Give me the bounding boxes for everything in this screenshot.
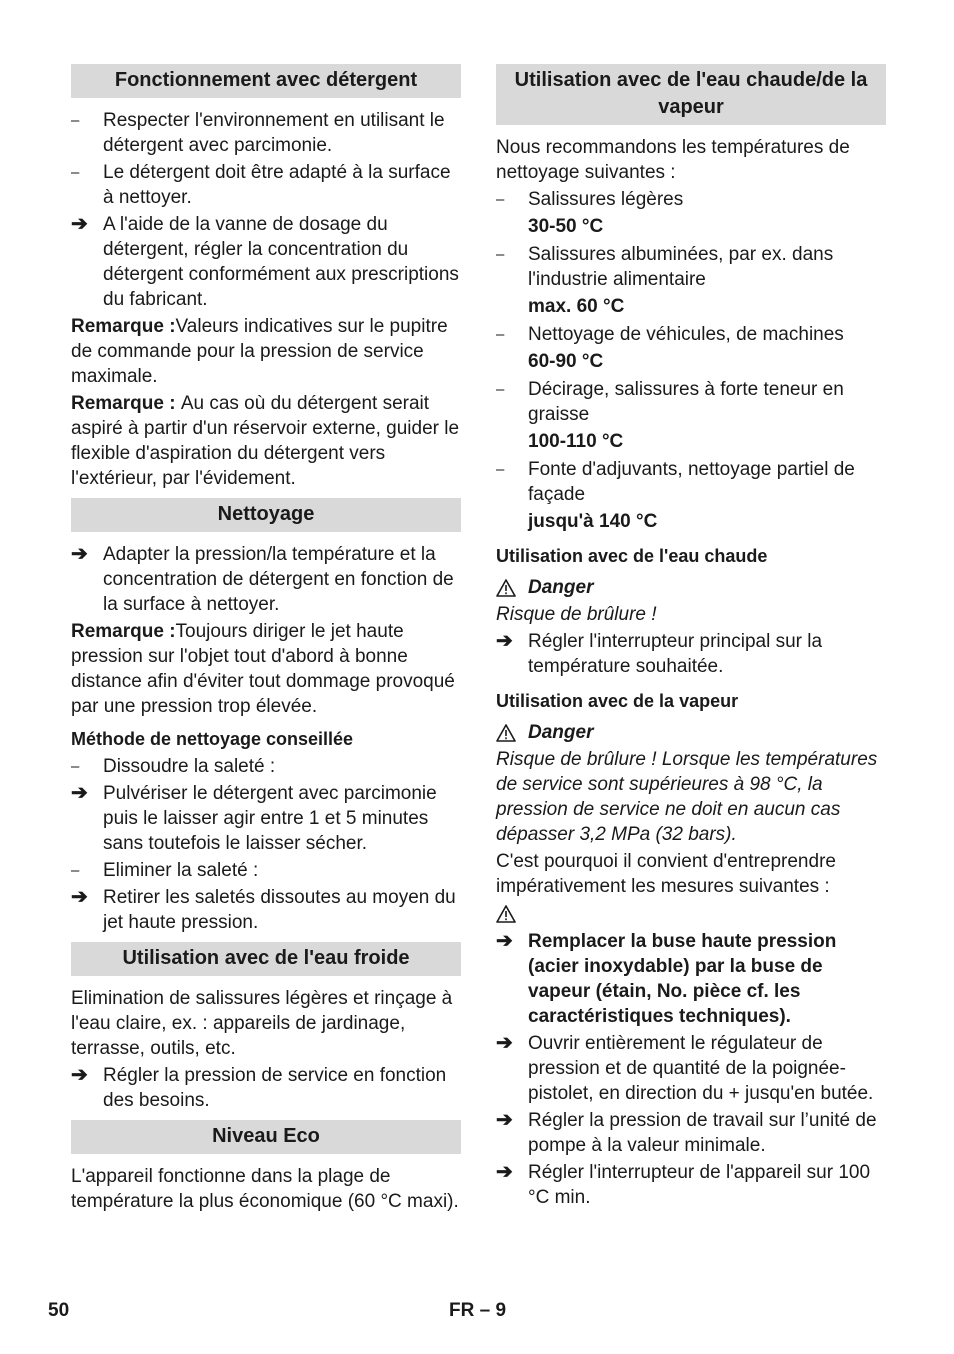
arrow-right-icon: ➔ [496, 1109, 513, 1131]
paragraph: Elimination de salissures légères et rinçage à l'eau claire, ex. : appareils de jardinage, terrasse, outils, etc. [71, 988, 453, 1059]
page-number: 50 [48, 1300, 70, 1321]
dash-bullet: – [71, 112, 80, 129]
section-title-hot-water-steam: Utilisation avec de l'eau chaude/de la vapeur [496, 64, 886, 125]
instruction-item: ➔ Remplacer la buse haute pression (acier inoxydable) par la buse de vapeur (étain, No. pièce cf. les caractéristiques techniques). [496, 930, 837, 1027]
instruction-item: ➔ Adapter la pression/la température et la concentration de détergent en fonction de la surface à nettoyer. [71, 543, 454, 615]
temperature-value: 30-50 °C [528, 216, 604, 237]
paragraph: Nous recommandons les températures de nettoyage suivantes : [496, 137, 850, 183]
risk-text: Risque de brûlure ! [496, 604, 657, 625]
left-column [71, 64, 461, 1216]
arrow-right-icon: ➔ [496, 1161, 513, 1183]
list-item: – Décirage, salissures à forte teneur en graisse [496, 379, 844, 425]
right-column [496, 64, 886, 1212]
list-item: – Salissures albuminées, par ex. dans l'industrie alimentaire [496, 244, 834, 290]
dash-bullet: – [71, 758, 80, 775]
instruction-item: ➔ A l'aide de la vanne de dosage du détergent, régler la concentration du détergent conformément aux prescriptions du fabricant. [71, 213, 459, 310]
instruction-item: ➔ Régler la pression de service en fonction des besoins. [71, 1064, 447, 1111]
arrow-right-icon: ➔ [71, 543, 88, 565]
subheading-hot-water: Utilisation avec de l'eau chaude [496, 546, 768, 566]
section-title-detergent: Fonctionnement avec détergent [71, 64, 461, 98]
temperature-value: 60-90 °C [528, 351, 604, 372]
page-label: FR – 9 [449, 1300, 507, 1321]
section-title-nettoyage: Nettoyage [71, 498, 461, 532]
dash-bullet: – [71, 164, 80, 181]
temperature-value: max. 60 °C [528, 296, 625, 317]
dash-bullet: – [496, 381, 505, 398]
list-item: – Respecter l'environnement en utilisant le détergent avec parcimonie. [71, 110, 445, 156]
dash-bullet: – [496, 191, 505, 208]
instruction-item: ➔ Régler l'interrupteur principal sur la température souhaitée. [496, 630, 823, 677]
arrow-right-icon: ➔ [71, 213, 88, 235]
arrow-right-icon: ➔ [71, 886, 88, 908]
instruction-item: ➔ Pulvériser le détergent avec parcimonie puis le laisser agir entre 1 et 5 minutes sans toutefois le laisser sécher. [71, 782, 437, 854]
warning-triangle-icon [496, 579, 516, 597]
list-item: – Dissoudre la saleté : [71, 756, 276, 777]
list-item: – Le détergent doit être adapté à la surface à nettoyer. [71, 162, 451, 208]
arrow-right-icon: ➔ [496, 630, 513, 652]
remark: Remarque :Toujours diriger le jet haute pression sur l'objet tout d'abord à bonne distance afin d'éviter tout dommage provoqué par une pression trop élevée. [71, 621, 455, 717]
risk-text: Risque de brûlure ! Lorsque les températures de service sont supérieures à 98 °C, la pression de service ne doit en aucun cas dépasser 3,2 MPa (32 bars). [496, 749, 878, 845]
warning-symbol [496, 901, 886, 929]
arrow-right-icon: ➔ [71, 782, 88, 804]
dash-bullet: – [496, 461, 505, 478]
paragraph: C'est pourquoi il convient d'entreprendre impérativement les mesures suivantes : [496, 851, 836, 897]
dash-bullet: – [496, 246, 505, 263]
list-item: – Fonte d'adjuvants, nettoyage partiel de façade [496, 459, 855, 505]
list-item: – Salissures légères [496, 189, 684, 210]
arrow-right-icon: ➔ [71, 1064, 88, 1086]
temperature-value: 100-110 °C [528, 431, 624, 452]
temperature-value: jusqu'à 140 °C [528, 511, 658, 532]
danger-notice: Danger [496, 575, 886, 600]
subheading-method: Méthode de nettoyage conseillée [71, 729, 354, 749]
instruction-item: ➔ Ouvrir entièrement le régulateur de pression et de quantité de la poignée-pistolet, en direction du + jusqu'en butée. [496, 1032, 874, 1104]
section-title-eco: Niveau Eco [71, 1120, 461, 1154]
instruction-item: ➔ Retirer les saletés dissoutes au moyen du jet haute pression. [71, 886, 456, 933]
section-title-cold-water: Utilisation avec de l'eau froide [71, 942, 461, 976]
dash-bullet: – [71, 862, 80, 879]
remark: Remarque :Valeurs indicatives sur le pupitre de commande pour la pression de service maximale. [71, 316, 448, 387]
warning-triangle-icon [496, 724, 516, 742]
warning-triangle-icon [496, 905, 516, 923]
dash-bullet: – [496, 326, 505, 343]
paragraph: L'appareil fonctionne dans la plage de température la plus économique (60 °C maxi). [71, 1166, 459, 1212]
list-item: – Nettoyage de véhicules, de machines [496, 324, 844, 345]
remark: Remarque : Au cas où du détergent serait aspiré à partir d'un réservoir externe, guider le flexible d'aspiration du détergent vers l'extérieur, par l'évidement. [71, 393, 460, 489]
danger-notice: Danger [496, 720, 886, 745]
list-item: – Eliminer la saleté : [71, 860, 259, 881]
subheading-steam: Utilisation avec de la vapeur [496, 691, 739, 711]
instruction-item: ➔ Régler la pression de travail sur l’unité de pompe à la valeur minimale. [496, 1109, 877, 1156]
instruction-item: ➔ Régler l'interrupteur de l'appareil sur 100 °C min. [496, 1161, 871, 1208]
arrow-right-icon: ➔ [496, 1032, 513, 1054]
arrow-right-icon: ➔ [496, 930, 513, 952]
